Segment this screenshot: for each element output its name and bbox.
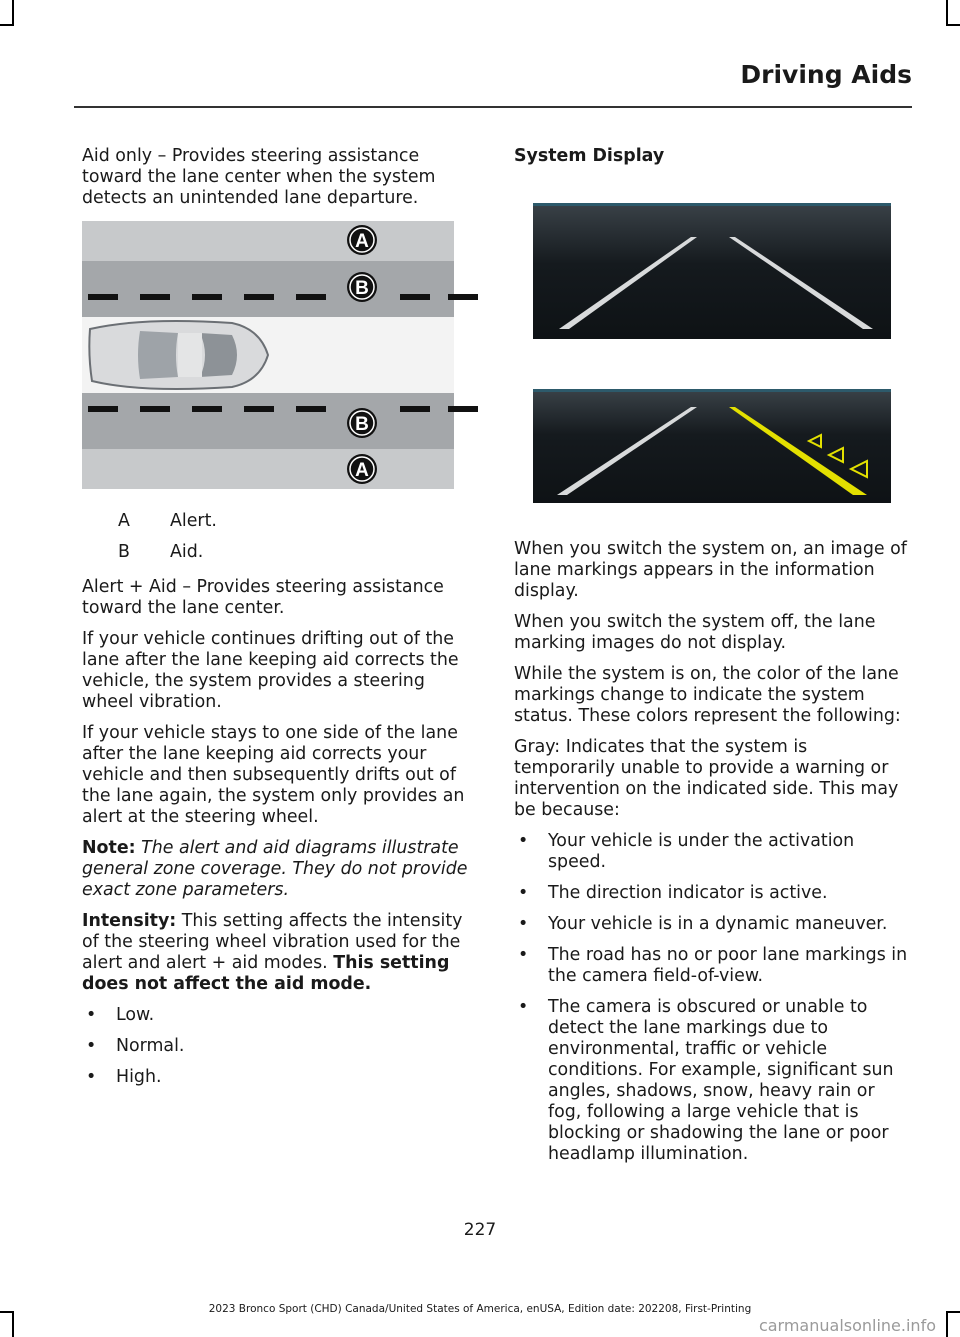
note-label: Note: — [82, 838, 136, 858]
marker-a-bottom-label: A — [355, 460, 369, 481]
option-high: High. — [116, 1067, 162, 1087]
legend-key: B — [118, 542, 130, 562]
marker-a-top — [347, 225, 377, 255]
intensity-text: This setting affects the intensity of the steering wheel vibration used for the alert and alert + aid modes. — [82, 911, 463, 973]
page-number: 227 — [463, 1220, 497, 1240]
marker-b-top-label: B — [355, 278, 369, 299]
aid-zone-top — [82, 261, 454, 317]
bullet: • — [518, 997, 529, 1017]
marker-b-top — [347, 272, 377, 302]
list-item — [82, 1036, 476, 1057]
crop-mark — [946, 1313, 948, 1337]
bullet: • — [518, 914, 529, 934]
list-item — [514, 883, 910, 904]
display-background — [533, 389, 891, 503]
lane-display-inactive — [533, 203, 891, 339]
system-off-paragraph: When you switch the system off, the lane marking images do not display. — [514, 612, 876, 653]
option-normal: Normal. — [116, 1036, 185, 1056]
legend-key: A — [118, 511, 130, 531]
intensity-bold-text: This setting does not affect the aid mode. — [82, 953, 450, 994]
legend-row — [82, 511, 476, 532]
bullet: • — [86, 1036, 97, 1056]
drifting-paragraph: If your vehicle continues drifting out of the lane after the lane keeping aid corrects the vehicle, the system provides a steering wheel vibration. — [82, 629, 459, 712]
legend-value: Aid. — [170, 542, 204, 562]
bullet: • — [518, 883, 529, 903]
intensity-paragraph — [82, 911, 476, 995]
watermark: carmanualsonline.info — [758, 1316, 936, 1335]
lane-display-active — [533, 389, 891, 503]
alert-aid-paragraph: Alert + Aid – Provides steering assistance toward the lane center. — [82, 577, 444, 618]
section-title: Driving Aids — [740, 60, 912, 89]
intensity-label: Intensity: — [82, 911, 177, 931]
gray-reason: Your vehicle is under the activation speed. — [548, 831, 855, 872]
aid-only-paragraph: Aid only – Provides steering assistance toward the lane center when the system detects an unintended lane departure. — [82, 146, 436, 208]
alert-zone-bottom — [82, 449, 454, 489]
page-header — [0, 60, 912, 89]
left-column — [82, 146, 476, 1098]
gray-reason: Your vehicle is in a dynamic maneuver. — [548, 914, 888, 934]
aid-zone-bottom — [82, 393, 454, 449]
list-item — [514, 997, 910, 1165]
alert-zone-top — [82, 221, 454, 261]
display-background — [533, 203, 891, 339]
list-item — [82, 1005, 476, 1026]
bullet: • — [518, 945, 529, 965]
one-side-paragraph: If your vehicle stays to one side of the lane after the lane keeping aid corrects your vehicle and then subsequently drifts out of the lane again, the system only provides an alert at the steering wheel. — [82, 723, 465, 827]
list-item — [514, 945, 910, 987]
marker-b-bottom — [347, 408, 377, 438]
edition-footer: 2023 Bronco Sport (CHD) Canada/United States of America, enUSA, Edition date: 202208, First-Printing — [208, 1303, 752, 1315]
bullet: • — [86, 1005, 97, 1025]
legend-value: Alert. — [170, 511, 217, 531]
crop-mark — [946, 0, 948, 24]
marker-a-top-label: A — [355, 231, 369, 252]
crop-mark — [12, 0, 14, 24]
gray-reason: The road has no or poor lane markings in the camera field-of-view. — [548, 945, 908, 986]
list-item — [82, 1067, 476, 1088]
color-status-paragraph: While the system is on, the color of the lane markings change to indicate the system status. These colors represent the following: — [514, 664, 901, 726]
right-column — [514, 146, 910, 1175]
gray-reason: The camera is obscured or unable to detect the lane markings due to environmental, traffic or vehicle conditions. For example, significant sun angles, shadows, snow, heavy rain or fog, following a large vehicle that is blocking or shadowing the lane or poor headlamp illumination. — [548, 997, 894, 1164]
lane-zone-diagram — [82, 221, 478, 489]
gray-reason: The direction indicator is active. — [548, 883, 828, 903]
option-low: Low. — [116, 1005, 155, 1025]
vehicle-illustration — [89, 321, 268, 389]
gray-paragraph: Gray: Indicates that the system is temporarily unable to provide a warning or intervention on the indicated side. This may be because: — [514, 737, 899, 820]
system-on-paragraph: When you switch the system on, an image of lane markings appears in the information display. — [514, 539, 907, 601]
note-paragraph — [82, 838, 476, 901]
list-item — [514, 831, 910, 873]
crop-mark — [12, 1313, 14, 1337]
marker-b-bottom-label: B — [355, 414, 369, 435]
bullet: • — [86, 1067, 97, 1087]
note-text: The alert and aid diagrams illustrate general zone coverage. They do not provide exact zone parameters. — [82, 838, 468, 900]
crop-mark — [946, 24, 960, 26]
list-item — [514, 914, 910, 935]
system-display-heading: System Display — [514, 146, 665, 166]
bullet: • — [518, 831, 529, 851]
header-rule — [74, 106, 912, 108]
crop-mark — [0, 24, 14, 26]
legend-row — [82, 542, 476, 563]
marker-a-bottom — [347, 454, 377, 484]
